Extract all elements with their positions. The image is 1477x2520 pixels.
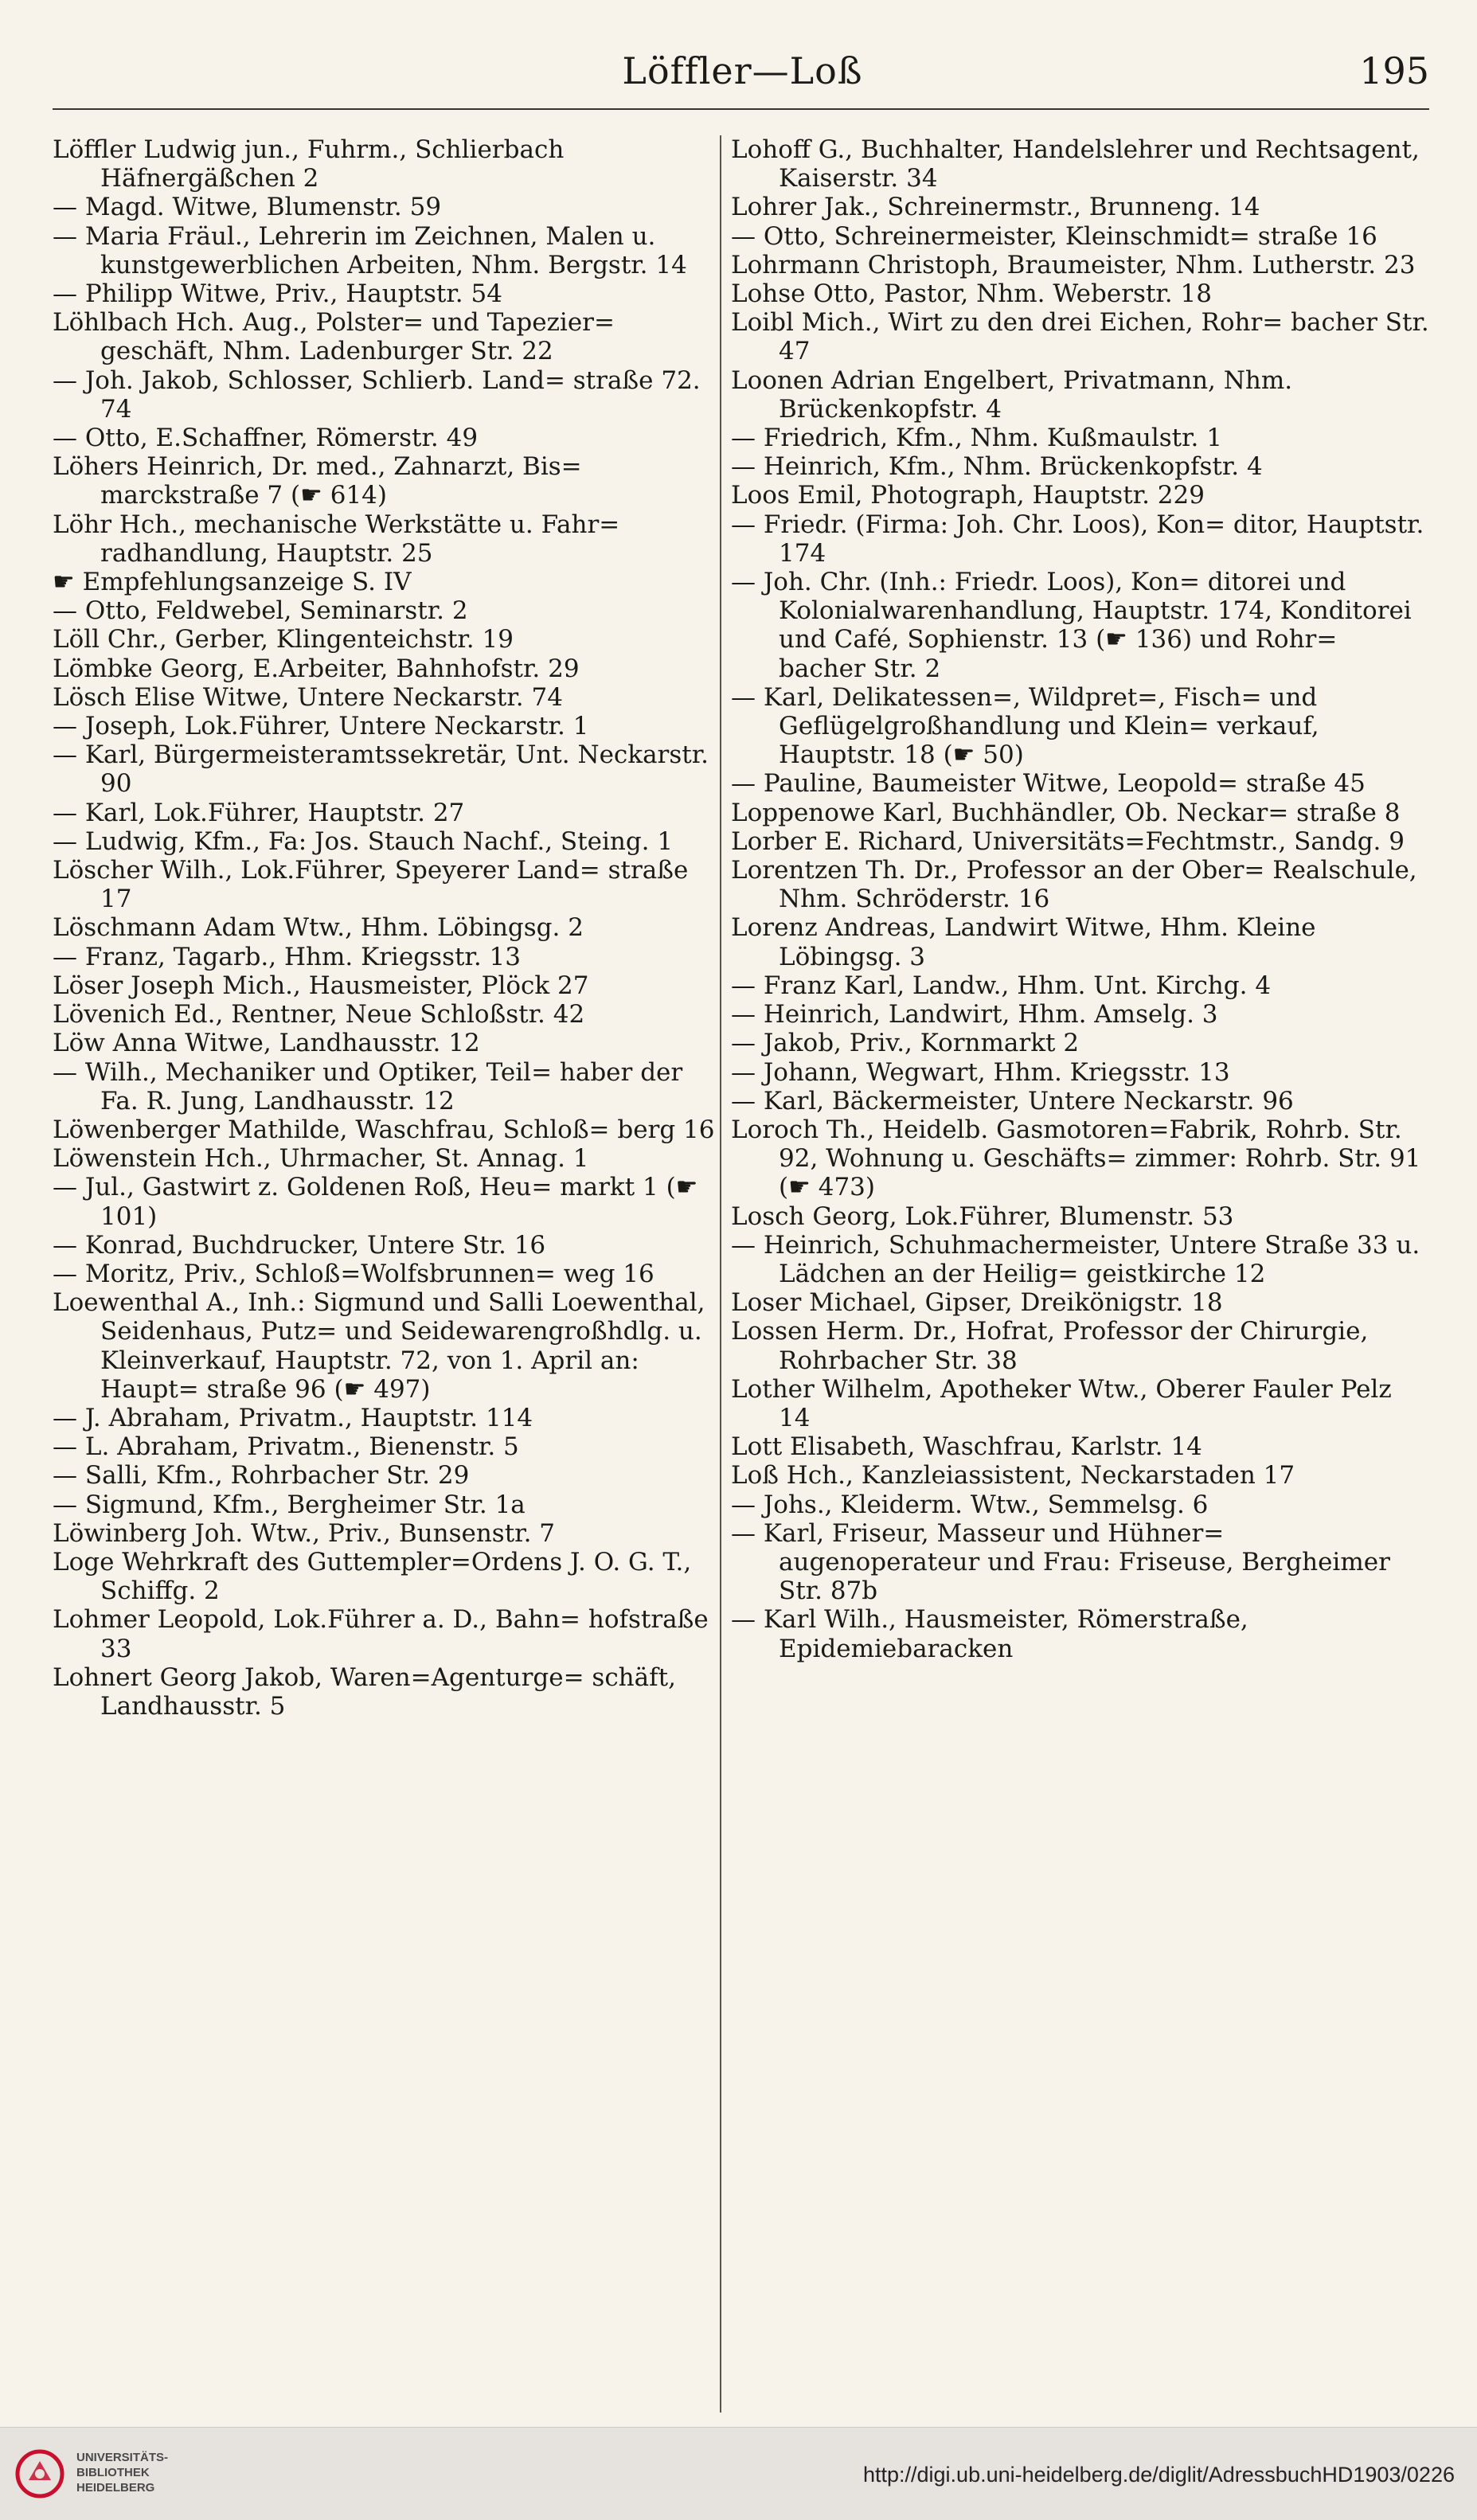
directory-entry: Loß Hch., Kanzleiassistent, Neckarstaden 17	[731, 1461, 1295, 1491]
directory-entry: — Philipp Witwe, Priv., Hauptstr. 54	[53, 279, 502, 309]
directory-entry: Lohoff G., Buchhalter, Handelslehrer und Rechtsagent, Kaiserstr. 34	[731, 135, 1420, 193]
directory-entry: Loser Michael, Gipser, Dreikönigstr. 18	[731, 1288, 1223, 1318]
directory-entry: — Johs., Kleiderm. Wtw., Semmelsg. 6	[731, 1490, 1209, 1519]
directory-entry: — Ludwig, Kfm., Fa: Jos. Stauch Nachf., Steing. 1	[53, 826, 674, 856]
directory-entry: Lövenich Ed., Rentner, Neue Schloßstr. 42	[53, 1000, 585, 1029]
source-url-link[interactable]: http://digi.ub.uni-heidelberg.de/diglit/AdressbuchHD1903/0226	[862, 2463, 1455, 2487]
directory-entry: Löhr Hch., mechanische Werkstätte u. Fahr= radhandlung, Hauptstr. 25	[53, 510, 620, 568]
directory-entry: Löhlbach Hch. Aug., Polster= und Tapezier= geschäft, Nhm. Ladenburger Str. 22	[53, 308, 615, 366]
column-divider	[720, 135, 721, 2413]
directory-entry: Löll Chr., Gerber, Klingenteichstr. 19	[53, 625, 514, 654]
page-header	[56, 49, 1429, 105]
directory-entry: Lohnert Georg Jakob, Waren=Agenturge= schäft, Landhausstr. 5	[53, 1662, 676, 1721]
page-title: Löffler—Loß	[622, 49, 863, 92]
directory-entry: Loroch Th., Heidelb. Gasmotoren=Fabrik, Rohrb. Str. 92, Wohnung u. Geschäfts= zimmer: Rohrb. Str. 91 (☛ 473)	[731, 1115, 1421, 1202]
directory-entry: Löser Joseph Mich., Hausmeister, Plöck 27	[53, 971, 589, 1000]
logo-line: UNIVERSITÄTS-	[76, 2451, 169, 2464]
directory-entry: Lorentzen Th. Dr., Professor an der Ober= Realschule, Nhm. Schröderstr. 16	[731, 856, 1417, 914]
directory-entry: — Konrad, Buchdrucker, Untere Str. 16	[53, 1230, 546, 1260]
directory-entry: — Joseph, Lok.Führer, Untere Neckarstr. 1	[53, 712, 589, 741]
directory-entry: Loos Emil, Photograph, Hauptstr. 229	[731, 481, 1205, 510]
directory-entry: — Karl, Delikatessen=, Wildpret=, Fisch= und Geflügelgroßhandlung und Klein= verkauf, Hauptstr. 18 (☛ 50)	[731, 682, 1319, 770]
directory-entry: Loibl Mich., Wirt zu den drei Eichen, Rohr= bacher Str. 47	[731, 308, 1429, 366]
directory-entry: Lohrmann Christoph, Braumeister, Nhm. Lutherstr. 23	[731, 250, 1416, 279]
directory-entry: — Otto, Feldwebel, Seminarstr. 2	[53, 596, 468, 626]
directory-entry: — Karl, Bäckermeister, Untere Neckarstr. 96	[731, 1086, 1294, 1115]
directory-entry: — Karl Wilh., Hausmeister, Römerstraße, Epidemiebaracken	[731, 1605, 1248, 1663]
directory-entry: — Jul., Gastwirt z. Goldenen Roß, Heu= markt 1 (☛ 101)	[53, 1173, 698, 1231]
directory-entry: Lossen Herm. Dr., Hofrat, Professor der Chirurgie, Rohrbacher Str. 38	[731, 1317, 1369, 1375]
directory-entry: — Heinrich, Landwirt, Hhm. Amselg. 3	[731, 1000, 1218, 1029]
directory-entry: Löffler Ludwig jun., Fuhrm., Schlierbach Häfnergäßchen 2	[53, 135, 565, 193]
directory-entry: Lösch Elise Witwe, Untere Neckarstr. 74	[53, 682, 563, 712]
directory-entry: Lott Elisabeth, Waschfrau, Karlstr. 14	[731, 1432, 1202, 1462]
directory-entry: — Franz, Tagarb., Hhm. Kriegsstr. 13	[53, 942, 522, 971]
directory-entry: — Heinrich, Kfm., Nhm. Brückenkopfstr. 4	[731, 452, 1263, 482]
directory-entry: Lorber E. Richard, Universitäts=Fechtmstr., Sandg. 9	[731, 826, 1405, 856]
directory-entry: — Otto, E.Schaffner, Römerstr. 49	[53, 424, 479, 453]
directory-entry: — Karl, Bürgermeisteramtssekretär, Unt. Neckarstr. 90	[53, 740, 709, 799]
directory-entry: ☛ Empfehlungsanzeige S. IV	[53, 568, 412, 597]
footer-bar	[0, 2427, 1477, 2520]
directory-entry: Lohmer Leopold, Lok.Führer a. D., Bahn= hofstraße 33	[53, 1605, 709, 1663]
header-rule	[53, 108, 1429, 110]
directory-entry: — Johann, Wegwart, Hhm. Kriegsstr. 13	[731, 1057, 1230, 1087]
directory-entry: Löschmann Adam Wtw., Hhm. Löbingsg. 2	[53, 913, 584, 943]
directory-entry: Lömbke Georg, E.Arbeiter, Bahnhofstr. 29	[53, 654, 580, 683]
directory-entry: — Moritz, Priv., Schloß=Wolfsbrunnen= weg 16	[53, 1259, 654, 1288]
directory-entry: — Franz Karl, Landw., Hhm. Unt. Kirchg. 4	[731, 971, 1272, 1000]
right-column	[731, 135, 1430, 1663]
directory-entry: — Heinrich, Schuhmachermeister, Untere Straße 33 u. Lädchen an der Heilig= geistkirche 12	[731, 1230, 1420, 1288]
directory-entry: Lohrer Jak., Schreinermstr., Brunneng. 14	[731, 193, 1260, 222]
directory-entry: — Pauline, Baumeister Witwe, Leopold= straße 45	[731, 769, 1366, 799]
directory-entry: Lother Wilhelm, Apotheker Wtw., Oberer Fauler Pelz 14	[731, 1374, 1392, 1432]
directory-entry: Loge Wehrkraft des Guttempler=Ordens J. O. G. T., Schiffg. 2	[53, 1547, 692, 1606]
left-column	[53, 135, 725, 1721]
directory-entry: — Jakob, Priv., Kornmarkt 2	[731, 1029, 1080, 1058]
directory-entry: — Friedr. (Firma: Joh. Chr. Loos), Kon= ditor, Hauptstr. 174	[731, 510, 1424, 568]
directory-entry: Lorenz Andreas, Landwirt Witwe, Hhm. Kleine Löbingsg. 3	[731, 913, 1316, 971]
directory-entry: Löwenberger Mathilde, Waschfrau, Schloß= berg 16	[53, 1115, 715, 1144]
directory-entry: — Magd. Witwe, Blumenstr. 59	[53, 193, 442, 222]
directory-entry: — Sigmund, Kfm., Bergheimer Str. 1a	[53, 1490, 526, 1519]
directory-entry: Löw Anna Witwe, Landhausstr. 12	[53, 1029, 480, 1058]
logo-line: HEIDELBERG	[76, 2481, 155, 2495]
directory-entry: Löwinberg Joh. Wtw., Priv., Bunsenstr. 7	[53, 1518, 556, 1548]
library-logo-text	[76, 2450, 283, 2495]
directory-entry: — Karl, Lok.Führer, Hauptstr. 27	[53, 798, 465, 827]
directory-entry: Loonen Adrian Engelbert, Privatmann, Nhm. Brückenkopfstr. 4	[731, 365, 1293, 424]
directory-entry: — Joh. Chr. (Inh.: Friedr. Loos), Kon= ditorei und Kolonialwarenhandlung, Hauptstr. 174, Konditorei und Café, Sophienstr. 13 (☛ 136) und Rohr= bacher Str. 2	[731, 568, 1412, 683]
directory-entry: Löwenstein Hch., Uhrmacher, St. Annag. 1	[53, 1144, 589, 1174]
directory-entry: — Salli, Kfm., Rohrbacher Str. 29	[53, 1461, 470, 1491]
directory-entry: — Maria Fräul., Lehrerin im Zeichnen, Malen u. kunstgewerblichen Arbeiten, Nhm. Bergstr. 14	[53, 221, 687, 279]
directory-entry: — L. Abraham, Privatm., Bienenstr. 5	[53, 1432, 519, 1462]
directory-entry: — J. Abraham, Privatm., Hauptstr. 114	[53, 1403, 533, 1432]
directory-entry: — Wilh., Mechaniker und Optiker, Teil= haber der Fa. R. Jung, Landhausstr. 12	[53, 1057, 683, 1115]
directory-entry: — Karl, Friseur, Masseur und Hühner= augenoperateur und Frau: Friseuse, Bergheimer Str. 87b	[731, 1518, 1390, 1606]
logo-line: BIBLIOTHEK	[76, 2466, 150, 2479]
directory-entry: — Otto, Schreinermeister, Kleinschmidt= straße 16	[731, 221, 1377, 251]
directory-entry: Löhers Heinrich, Dr. med., Zahnarzt, Bis= marckstraße 7 (☛ 614)	[53, 452, 582, 510]
directory-entry: — Friedrich, Kfm., Nhm. Kußmaulstr. 1	[731, 424, 1222, 453]
directory-entry: — Joh. Jakob, Schlosser, Schlierb. Land= straße 72. 74	[53, 365, 701, 424]
ub-heidelberg-logo-icon	[14, 2448, 65, 2499]
directory-entry: Lohse Otto, Pastor, Nhm. Weberstr. 18	[731, 279, 1212, 309]
directory-entry: Loppenowe Karl, Buchhändler, Ob. Neckar= straße 8	[731, 798, 1401, 827]
page-number: 195	[1359, 49, 1429, 92]
directory-entry: Loewenthal A., Inh.: Sigmund und Salli Loewenthal, Seidenhaus, Putz= und Seidewarengroßhdlg. u. Kleinverkauf, Hauptstr. 72, von 1. April an: Haupt= straße 96 (☛ 497)	[53, 1288, 705, 1404]
directory-entry: Losch Georg, Lok.Führer, Blumenstr. 53	[731, 1201, 1234, 1231]
directory-entry: Löscher Wilh., Lok.Führer, Speyerer Land= straße 17	[53, 856, 689, 914]
